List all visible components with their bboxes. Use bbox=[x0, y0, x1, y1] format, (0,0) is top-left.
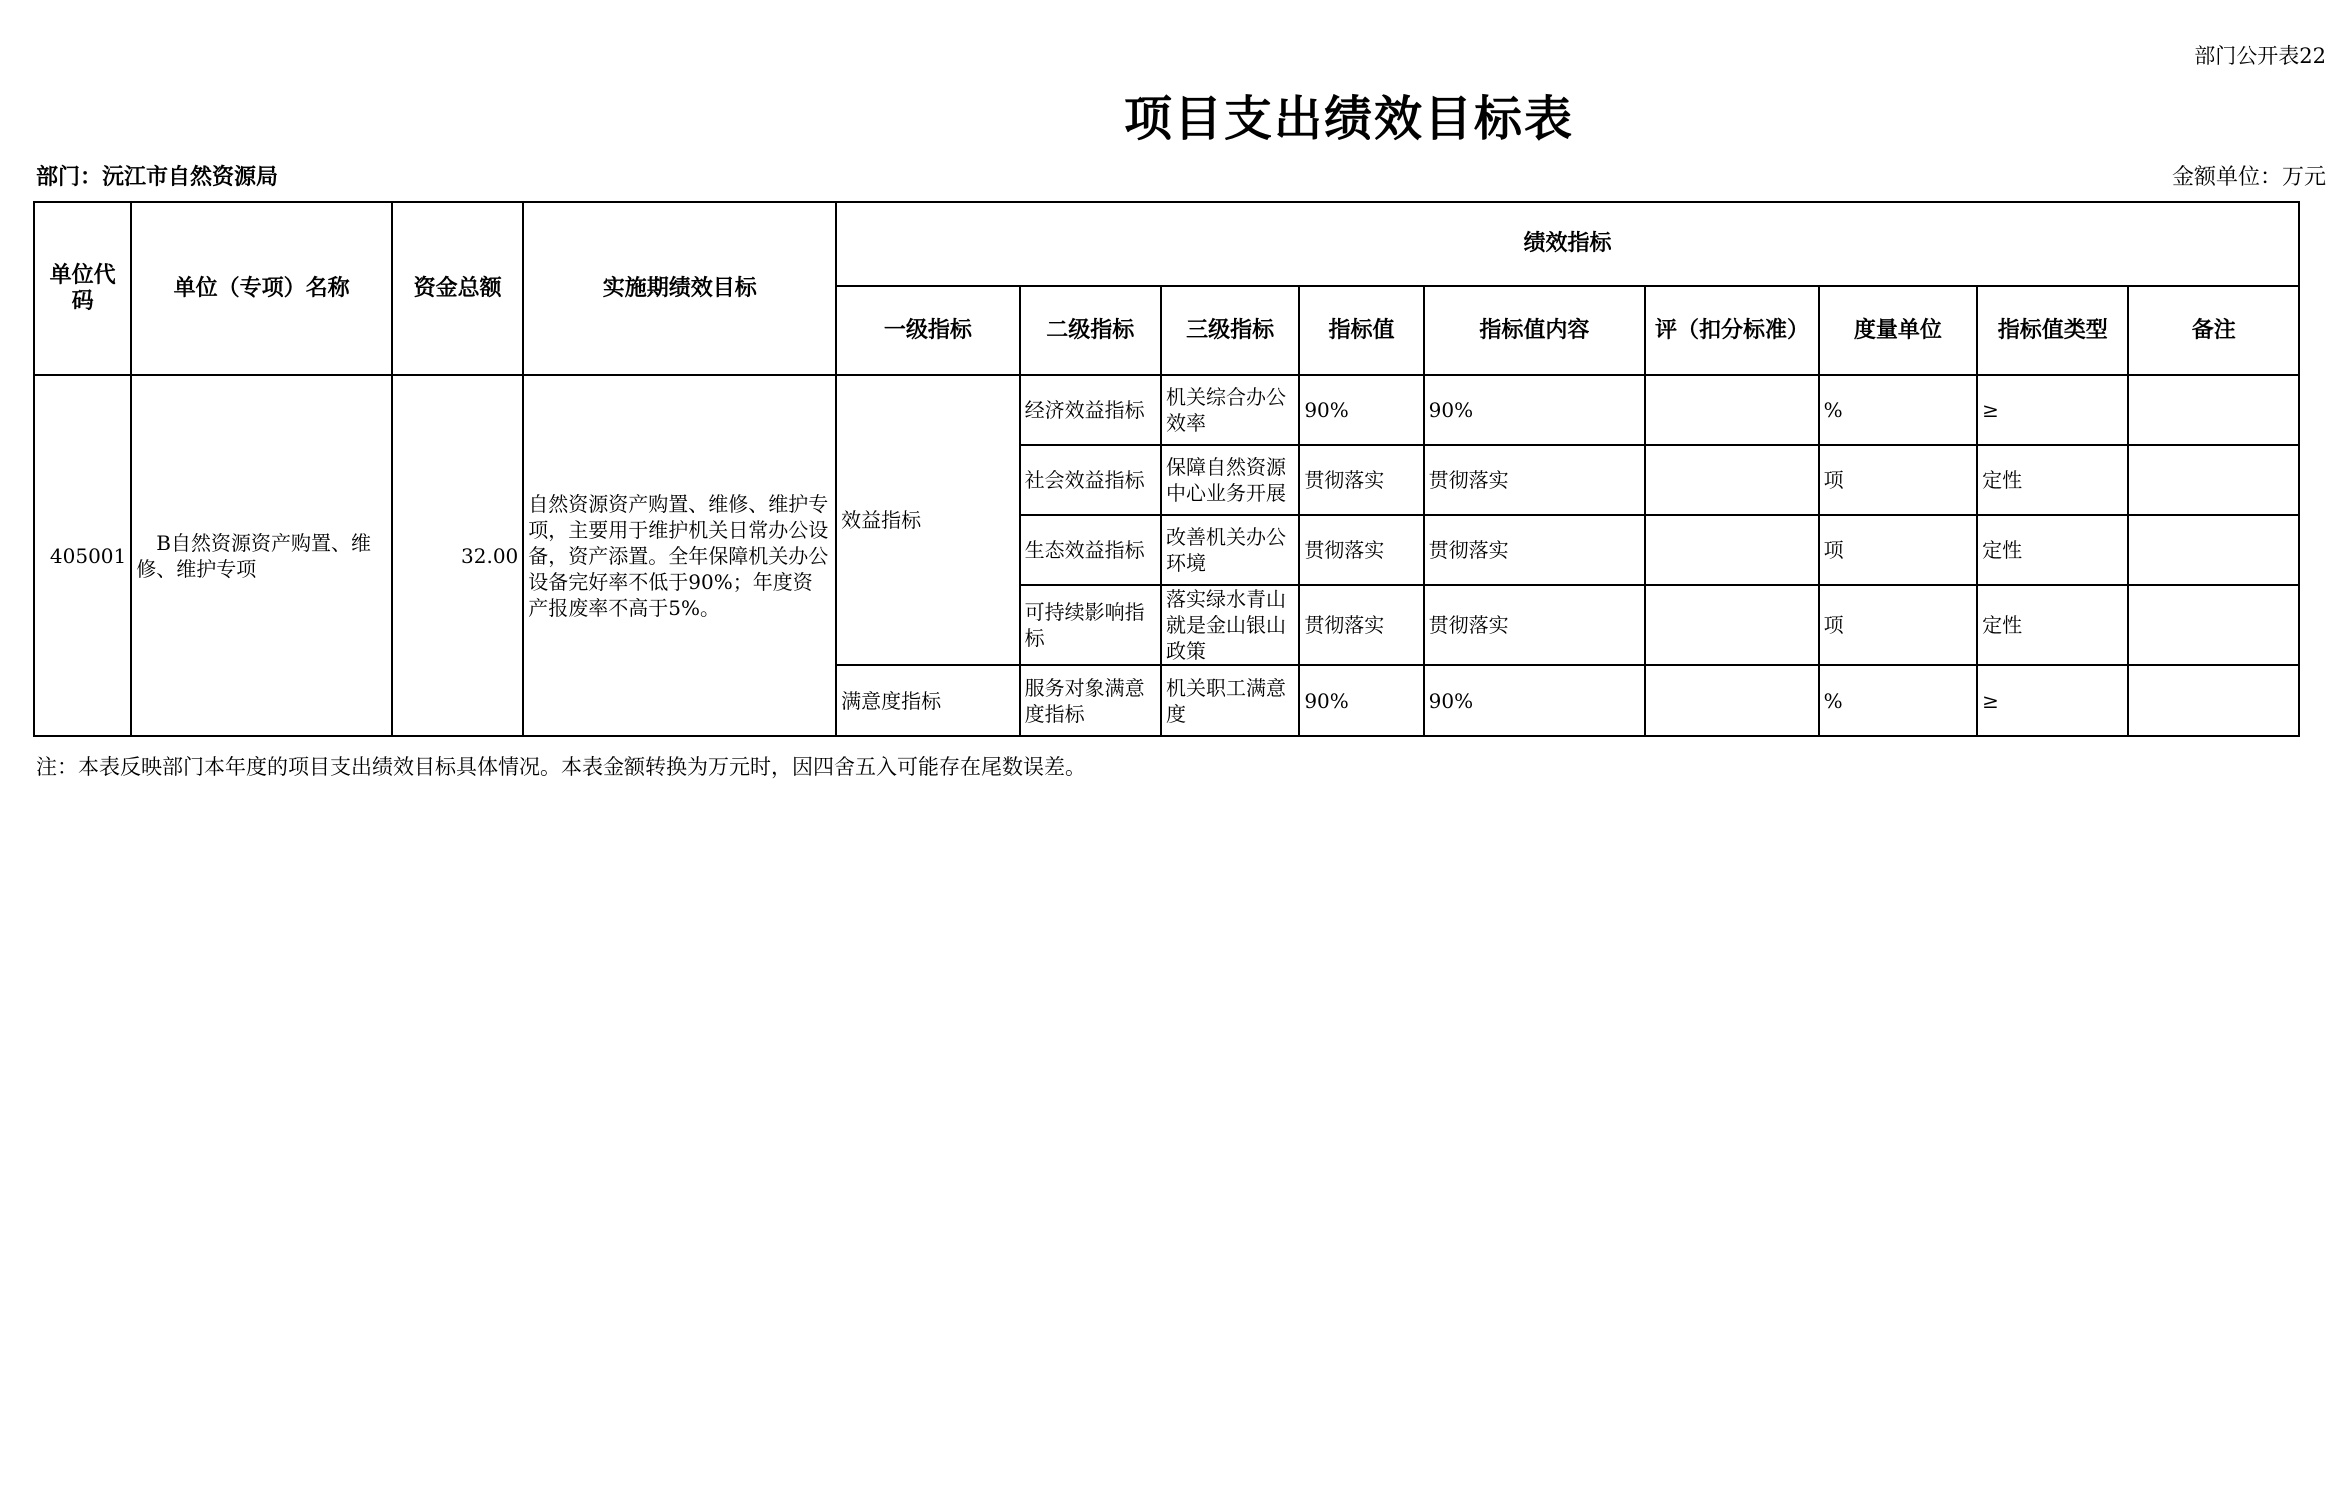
value-type-cell: ≥ bbox=[1977, 375, 2128, 445]
level2-cell: 社会效益指标 bbox=[1020, 445, 1161, 515]
col-header-value-type: 指标值类型 bbox=[1977, 286, 2128, 375]
col-header-level3: 三级指标 bbox=[1161, 286, 1299, 375]
col-header-scoring: 评（扣分标准） bbox=[1645, 286, 1818, 375]
goal-cell: 自然资源资产购置、维修、维护专项，主要用于维护机关日常办公设备，资产添置。全年保障机关办公设备完好率不低于90%；年度资产报废率不高于5%。 bbox=[523, 375, 836, 736]
unit-name-cell: B自然资源资产购置、维修、维护专项 bbox=[131, 375, 392, 736]
value-cell: 贯彻落实 bbox=[1299, 445, 1423, 515]
measure-unit-cell: % bbox=[1819, 375, 1977, 445]
scoring-cell bbox=[1645, 665, 1818, 736]
col-header-level1: 一级指标 bbox=[836, 286, 1019, 375]
level1-cell: 效益指标 bbox=[836, 375, 1019, 665]
scoring-cell bbox=[1645, 585, 1818, 665]
value-content-cell: 90% bbox=[1424, 665, 1646, 736]
measure-unit-cell: 项 bbox=[1819, 445, 1977, 515]
value-cell: 90% bbox=[1299, 375, 1423, 445]
col-header-goal: 实施期绩效目标 bbox=[523, 202, 836, 375]
remark-cell bbox=[2128, 515, 2299, 585]
value-type-cell: ≥ bbox=[1977, 665, 2128, 736]
level2-cell: 可持续影响指标 bbox=[1020, 585, 1161, 665]
value-type-cell: 定性 bbox=[1977, 585, 2128, 665]
value-cell: 贯彻落实 bbox=[1299, 515, 1423, 585]
performance-table bbox=[33, 201, 2300, 737]
col-header-indicators: 绩效指标 bbox=[836, 202, 2299, 286]
footnote: 注：本表反映部门本年度的项目支出绩效目标具体情况。本表金额转换为万元时，因四舍五入可能存在尾数误差。 bbox=[36, 755, 1086, 779]
level3-cell: 机关职工满意度 bbox=[1161, 665, 1299, 736]
table-number: 部门公开表22 bbox=[2194, 44, 2326, 68]
table-row bbox=[34, 375, 2299, 445]
remark-cell bbox=[2128, 375, 2299, 445]
remark-cell bbox=[2128, 585, 2299, 665]
level3-cell: 机关综合办公效率 bbox=[1161, 375, 1299, 445]
remark-cell bbox=[2128, 445, 2299, 515]
value-content-cell: 90% bbox=[1424, 375, 1646, 445]
value-type-cell: 定性 bbox=[1977, 445, 2128, 515]
col-header-level2: 二级指标 bbox=[1020, 286, 1161, 375]
level2-cell: 经济效益指标 bbox=[1020, 375, 1161, 445]
level3-cell: 保障自然资源中心业务开展 bbox=[1161, 445, 1299, 515]
remark-cell bbox=[2128, 665, 2299, 736]
col-header-value: 指标值 bbox=[1299, 286, 1423, 375]
measure-unit-cell: 项 bbox=[1819, 515, 1977, 585]
amount-unit-label: 金额单位：万元 bbox=[2171, 165, 2326, 190]
level2-cell: 生态效益指标 bbox=[1020, 515, 1161, 585]
col-header-measure-unit: 度量单位 bbox=[1819, 286, 1977, 375]
col-header-unit-code: 单位代码 bbox=[34, 202, 131, 375]
department-label: 部门：沅江市自然资源局 bbox=[36, 165, 279, 190]
page-title: 项目支出绩效目标表 bbox=[1123, 91, 1574, 147]
scoring-cell bbox=[1645, 515, 1818, 585]
col-header-remark: 备注 bbox=[2128, 286, 2299, 375]
level3-cell: 改善机关办公环境 bbox=[1161, 515, 1299, 585]
measure-unit-cell: % bbox=[1819, 665, 1977, 736]
measure-unit-cell: 项 bbox=[1819, 585, 1977, 665]
total-funds-cell: 32.00 bbox=[392, 375, 523, 736]
value-type-cell: 定性 bbox=[1977, 515, 2128, 585]
col-header-unit-name: 单位（专项）名称 bbox=[131, 202, 392, 375]
header-row-1 bbox=[34, 202, 2299, 286]
value-cell: 90% bbox=[1299, 665, 1423, 736]
value-content-cell: 贯彻落实 bbox=[1424, 585, 1646, 665]
value-content-cell: 贯彻落实 bbox=[1424, 515, 1646, 585]
level3-cell: 落实绿水青山就是金山银山政策 bbox=[1161, 585, 1299, 665]
col-header-value-content: 指标值内容 bbox=[1424, 286, 1646, 375]
level1-cell: 满意度指标 bbox=[836, 665, 1019, 736]
unit-code-cell: 405001 bbox=[34, 375, 131, 736]
col-header-total-funds: 资金总额 bbox=[392, 202, 523, 375]
scoring-cell bbox=[1645, 375, 1818, 445]
scoring-cell bbox=[1645, 445, 1818, 515]
value-content-cell: 贯彻落实 bbox=[1424, 445, 1646, 515]
level2-cell: 服务对象满意度指标 bbox=[1020, 665, 1161, 736]
value-cell: 贯彻落实 bbox=[1299, 585, 1423, 665]
